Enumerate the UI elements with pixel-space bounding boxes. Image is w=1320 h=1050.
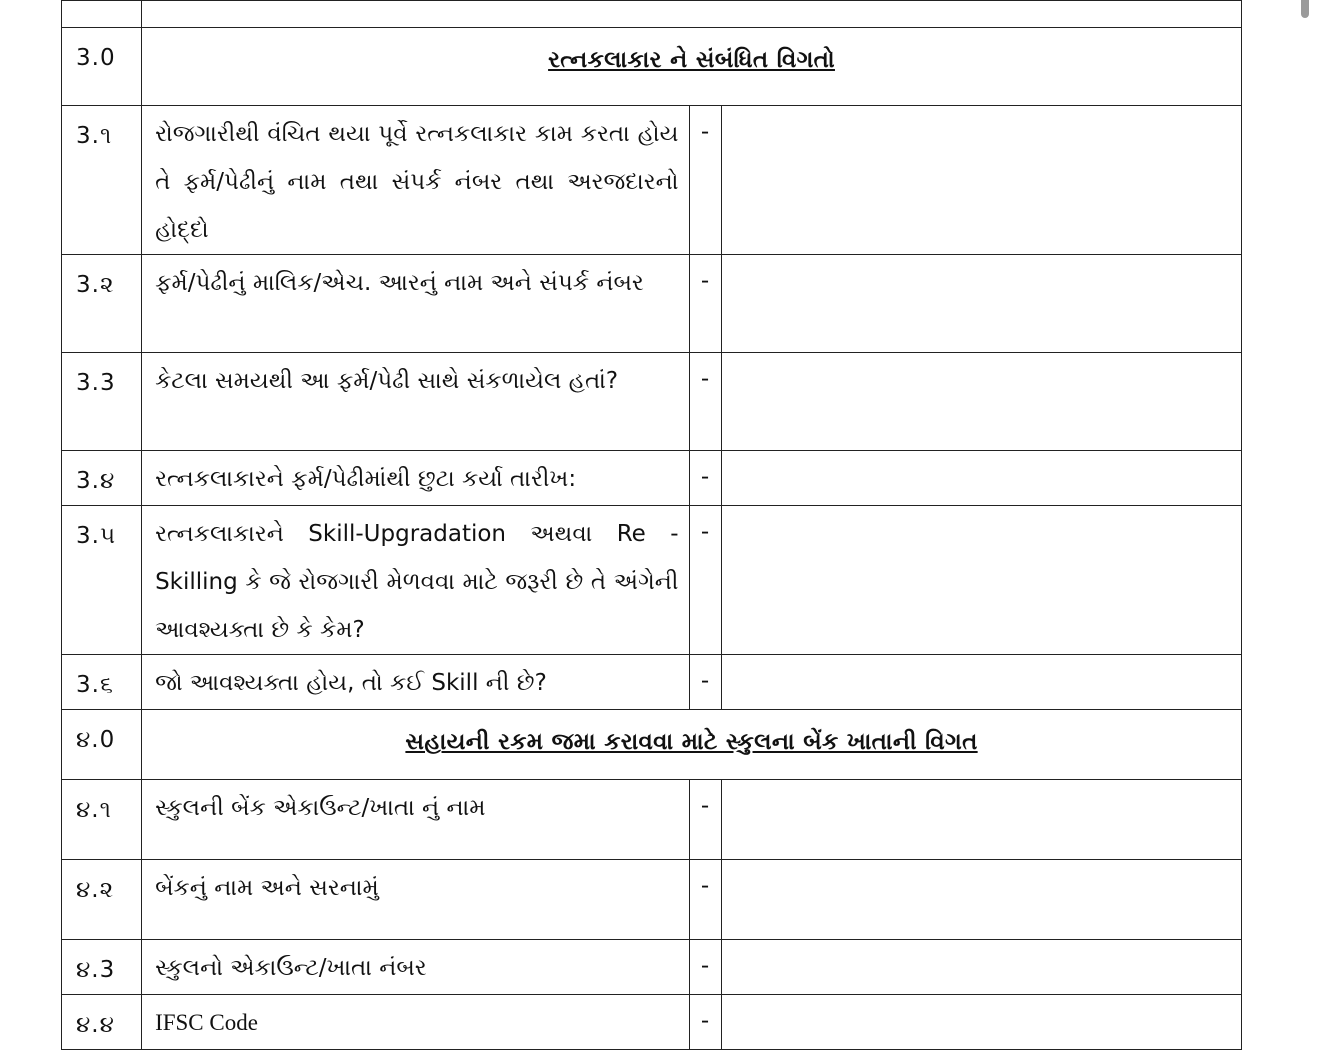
table-row	[62, 106, 1242, 255]
table-row	[62, 451, 1242, 506]
dash-separator: -	[689, 940, 721, 995]
question-text: રોજગારીથી વંચિત થયા પૂર્વે રત્નકલાકાર કામ કરતા હોય તે ફર્મ/પેઢીનું નામ તથા સંપર્ક નંબર તથા અરજદારનો હોદ્દો	[142, 106, 689, 255]
row-number: ૪.3	[62, 940, 142, 995]
row-number: 3.૧	[62, 106, 142, 255]
question-text: રત્નકલાકારને ફર્મ/પેઢીમાંથી છુટા કર્યા તારીખ:	[142, 451, 689, 506]
application-form-table	[61, 0, 1242, 1050]
table-row	[62, 860, 1242, 940]
row-number: 3.૬	[62, 655, 142, 710]
row-number: ૪.૪	[62, 995, 142, 1050]
table-row	[62, 1, 1242, 28]
dash-separator: -	[689, 106, 721, 255]
table-row	[62, 255, 1242, 353]
table-row	[62, 353, 1242, 451]
question-text: જો આવશ્યક્તા હોય, તો કઈ Skill ની છે?	[142, 655, 689, 710]
empty-cell	[142, 1, 1242, 28]
question-text: ફર્મ/પેઢીનું માલિક/એચ. આરનું નામ અને સંપર્ક નંબર	[142, 255, 689, 353]
section-number: 3.0	[62, 28, 142, 106]
answer-cell[interactable]	[721, 353, 1241, 451]
dash-separator: -	[689, 353, 721, 451]
table-row	[62, 780, 1242, 860]
row-number: 3.૫	[62, 506, 142, 655]
dash-separator: -	[689, 655, 721, 710]
dash-separator: -	[689, 255, 721, 353]
answer-cell[interactable]	[721, 106, 1241, 255]
answer-cell[interactable]	[721, 860, 1241, 940]
section-heading-row	[62, 28, 1242, 106]
question-text: કેટલા સમયથી આ ફર્મ/પેઢી સાથે સંકળાયેલ હતાં?	[142, 353, 689, 451]
question-text: સ્કુલનો એકાઉન્ટ/ખાતા નંબર	[142, 940, 689, 995]
question-text: બેંકનું નામ અને સરનામું	[142, 860, 689, 940]
table-row	[62, 506, 1242, 655]
question-text: સ્કુલની બેંક એકાઉન્ટ/ખાતા નું નામ	[142, 780, 689, 860]
section-number: ૪.0	[62, 710, 142, 780]
answer-cell[interactable]	[721, 995, 1241, 1050]
row-number: ૪.૨	[62, 860, 142, 940]
section-title: સહાયની રકમ જમા કરાવવા માટે સ્કુલના બેંક ખાતાની વિગત	[142, 710, 1242, 780]
section-title: રત્નકલાકાર ને સંબંધિત વિગતો	[142, 28, 1242, 106]
table-row	[62, 940, 1242, 995]
row-number: 3.3	[62, 353, 142, 451]
dash-separator: -	[689, 780, 721, 860]
question-text: રત્નકલાકારને Skill-Upgradation અથવા Re -Skilling કે જે રોજગારી મેળવવા માટે જરૂરી છે તે અંગેની આવશ્યક્તા છે કે કેમ?	[142, 506, 689, 655]
scrollbar[interactable]	[1301, 0, 1309, 18]
empty-cell	[62, 1, 142, 28]
answer-cell[interactable]	[721, 255, 1241, 353]
dash-separator: -	[689, 995, 721, 1050]
answer-cell[interactable]	[721, 451, 1241, 506]
dash-separator: -	[689, 860, 721, 940]
table-row	[62, 655, 1242, 710]
row-number: 3.૨	[62, 255, 142, 353]
table-row	[62, 995, 1242, 1050]
answer-cell[interactable]	[721, 780, 1241, 860]
row-number: ૪.૧	[62, 780, 142, 860]
answer-cell[interactable]	[721, 506, 1241, 655]
row-number: 3.૪	[62, 451, 142, 506]
dash-separator: -	[689, 451, 721, 506]
question-text: IFSC Code	[142, 995, 689, 1050]
dash-separator: -	[689, 506, 721, 655]
section-heading-row	[62, 710, 1242, 780]
answer-cell[interactable]	[721, 655, 1241, 710]
answer-cell[interactable]	[721, 940, 1241, 995]
